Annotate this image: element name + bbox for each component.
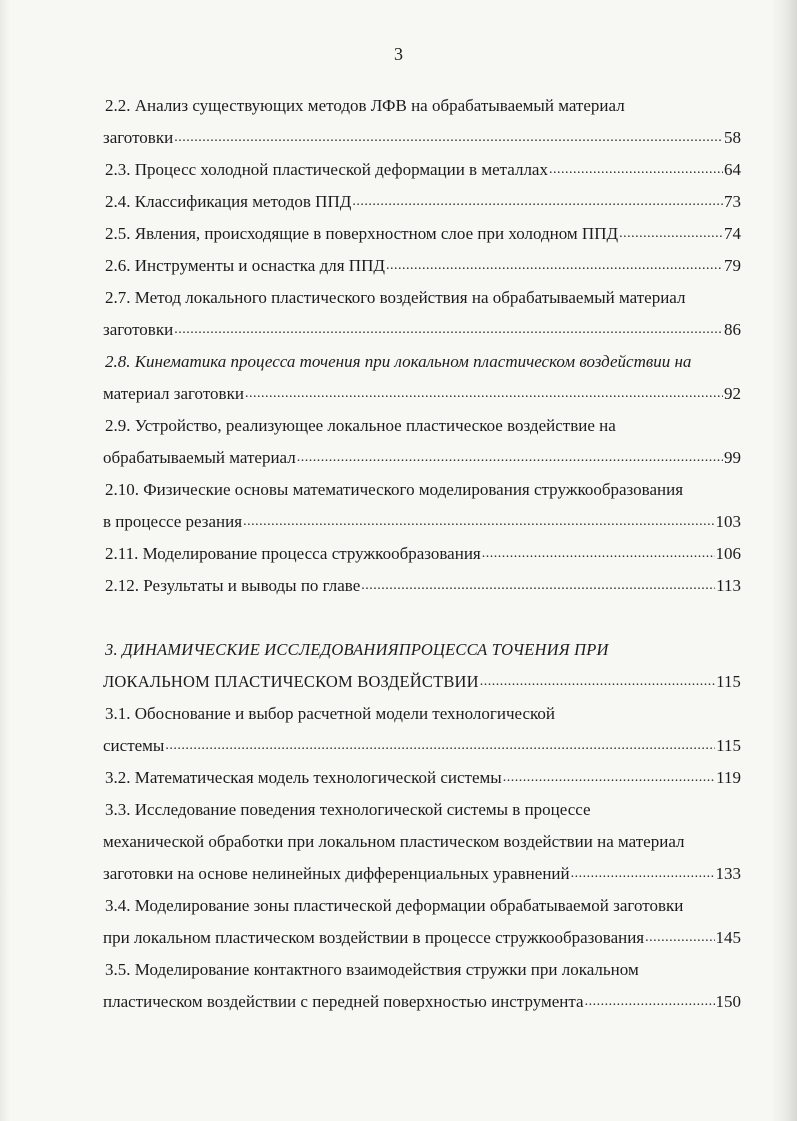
toc-line: 3.5. Моделирование контактного взаимодействия стружки при локальном: [105, 960, 639, 979]
toc-page-number: 99: [724, 448, 741, 467]
toc-page-number: 106: [715, 544, 741, 563]
toc-line: 3.1. Обоснование и выбор расчетной модели технологической: [105, 704, 556, 723]
toc-line: механической обработки при локальном пластическом воздействии на материал: [103, 832, 685, 851]
page-number: 3: [394, 44, 403, 64]
toc-line: в процессе резания ..... 103: [103, 506, 741, 538]
toc-page-number: 73: [724, 192, 741, 211]
toc-line: 2.12. Результаты и выводы по главе ..... 113: [103, 570, 741, 602]
toc-entry-2-3[interactable]: [103, 154, 741, 186]
toc-entry-3-3[interactable]: [103, 794, 741, 890]
chapter-heading: 3. ДИНАМИЧЕСКИЕ ИССЛЕДОВАНИЯПРОЦЕССА ТОЧЕНИЯ ПРИ: [105, 640, 609, 659]
toc-line: 2.5. Явления, происходящие в поверхностном слое при холодном ППД ..... 74: [103, 218, 741, 250]
scan-shadow-right: [771, 0, 797, 1121]
toc-page-number: 92: [724, 384, 741, 403]
toc-page-number: 74: [724, 224, 741, 243]
toc-page-number: 64: [724, 160, 741, 179]
chapter-heading: ЛОКАЛЬНОМ ПЛАСТИЧЕСКОМ ВОЗДЕЙСТВИИ ..... 115: [103, 666, 741, 698]
toc-line: заготовки на основе нелинейных дифференциальных уравнений ..... 133: [103, 858, 741, 890]
toc-line: 3.3. Исследование поведения технологической системы в процессе: [105, 800, 591, 819]
toc-line: материал заготовки ..... 92: [103, 378, 741, 410]
toc-entry-3-2[interactable]: [103, 762, 741, 794]
toc-entry-2-10[interactable]: [103, 474, 741, 538]
toc-line: 2.8. Кинематика процесса точения при локальном пластическом воздействии на: [105, 352, 692, 371]
toc-chapter-3[interactable]: [103, 634, 741, 698]
toc-line: 2.6. Инструменты и оснастка для ППД ..... 79: [103, 250, 741, 282]
toc-entry-2-2[interactable]: [103, 90, 741, 154]
toc-page-number: 86: [724, 320, 741, 339]
toc-page-number: 133: [715, 864, 741, 883]
toc-line: 2.4. Классификация методов ППД ..... 73: [103, 186, 741, 218]
toc-entry-2-11[interactable]: [103, 538, 741, 570]
toc-page-number: 58: [724, 128, 741, 147]
toc-line: 2.11. Моделирование процесса стружкообразования ..... 106: [103, 538, 741, 570]
toc-entry-3-5[interactable]: [103, 954, 741, 1018]
toc-page-number: 79: [724, 256, 741, 275]
toc-line: 3.2. Математическая модель технологической системы ..... 119: [103, 762, 741, 794]
toc-line: при локальном пластическом воздействии в процессе стружкообразования ..... 145: [103, 922, 741, 954]
toc-page-number: 119: [716, 768, 741, 787]
toc-line: 2.2. Анализ существующих методов ЛФВ на обрабатываемый материал: [105, 96, 625, 115]
toc-line: обрабатываемый материал ..... 99: [103, 442, 741, 474]
toc-entry-2-4[interactable]: [103, 186, 741, 218]
toc-line: 2.3. Процесс холодной пластической деформации в металлах ..... 64: [103, 154, 741, 186]
toc-entry-2-6[interactable]: [103, 250, 741, 282]
toc-entry-2-8[interactable]: [103, 346, 741, 410]
toc-page-number: 115: [716, 736, 741, 755]
toc-page-number: 113: [716, 576, 741, 595]
toc-line: 3.4. Моделирование зоны пластической деформации обрабатываемой заготовки: [105, 896, 684, 915]
toc-entry-3-4[interactable]: [103, 890, 741, 954]
toc-line: 2.9. Устройство, реализующее локальное пластическое воздействие на: [105, 416, 616, 435]
scan-shadow-left: [0, 0, 10, 1121]
toc-page-number: 115: [716, 672, 741, 691]
toc-entry-2-12[interactable]: [103, 570, 741, 602]
toc-page-number: 103: [715, 512, 741, 531]
toc-line: заготовки ..... 58: [103, 122, 741, 154]
toc-page-number: 150: [715, 992, 741, 1011]
toc-line: заготовки ..... 86: [103, 314, 741, 346]
table-of-contents: [103, 90, 741, 1018]
toc-line: 2.10. Физические основы математического моделирования стружкообразования: [105, 480, 684, 499]
section-spacer: [103, 602, 741, 634]
toc-line: системы ..... 115: [103, 730, 741, 762]
toc-line: пластическом воздействии с передней поверхностью инструмента ..... 150: [103, 986, 741, 1018]
toc-entry-2-5[interactable]: [103, 218, 741, 250]
toc-entry-2-7[interactable]: [103, 282, 741, 346]
toc-entry-2-9[interactable]: [103, 410, 741, 474]
toc-page-number: 145: [715, 928, 741, 947]
toc-entry-3-1[interactable]: [103, 698, 741, 762]
toc-line: 2.7. Метод локального пластического воздействия на обрабатываемый материал: [105, 288, 686, 307]
